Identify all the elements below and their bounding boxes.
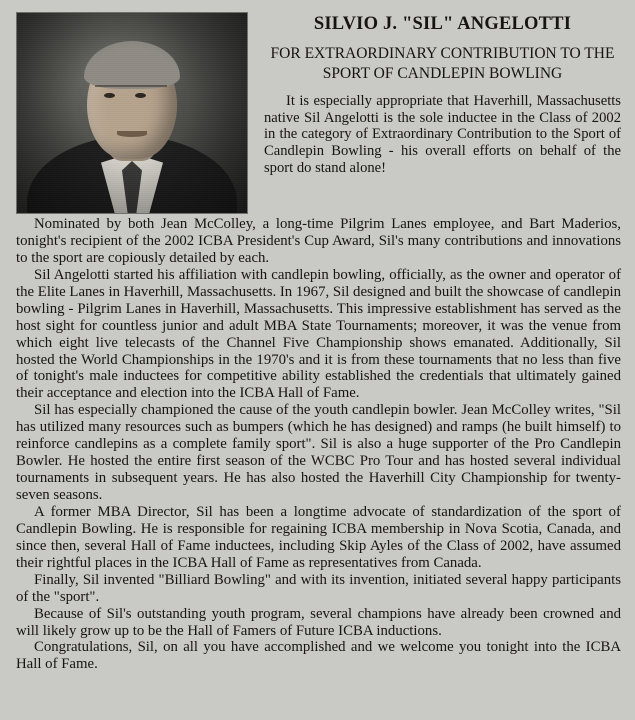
paragraph-7: Because of Sil's outstanding youth program, several champions have already been crowned and will likely grow up to be the Hall of Famers of Future ICBA inductions. (16, 605, 621, 639)
header-text (248, 10, 621, 176)
paragraph-1: It is especially appropriate that Haverhill, Massachusetts native Sil Angelotti is the sole inductee in the Class of 2002 in the category of Extraordinary Contribution to the Sport of Candlepin Bowling - his overall efforts on behalf of the sport do stand alone! (264, 93, 621, 176)
portrait-photo (16, 12, 248, 214)
body-text (16, 216, 621, 673)
page-subtitle: FOR EXTRAORDINARY CONTRIBUTION TO THE SPORT OF CANDLEPIN BOWLING (270, 45, 615, 82)
paragraph-8: Congratulations, Sil, on all you have accomplished and we welcome you tonight into the ICBA Hall of Fame. (16, 639, 621, 673)
page-title: SILVIO J. "SIL" ANGELOTTI (313, 14, 572, 34)
header-block (16, 10, 621, 214)
photo-grain (17, 13, 247, 213)
paragraph-3: Sil Angelotti started his affiliation with candlepin bowling, officially, as the owner and operator of the Elite Lanes in Haverhill, Massachusetts. In 1967, Sil designed and built the showcase of candlepin bowling - Pilgrim Lanes in Haverhill, Massachusetts. This impressive establishment has served as the host sight for countless junior and adult MBA State Tournaments; moreover, it was the venue from which eight live telecasts of the Channel Five Championship shows emanated. Additionally, Sil hosted the World Championships in the 1970's and it is from these tournaments that no less than five of tonight's male inductees for competitive ability established the credentials that ultimately gained their acceptance and election into the ICBA Hall of Fame. (16, 266, 621, 402)
paragraph-5: A former MBA Director, Sil has been a longtime advocate of standardization of the sport of Candlepin Bowling. He is responsible for regaining ICBA membership in Nova Scotia, Canada, and since then, several Hall of Fame inductees, including Skip Ayles of the Class of 2002, have assumed their rightful places in the ICBA Hall of Fame as representatives from Canada. (16, 503, 621, 571)
paragraph-2: Nominated by both Jean McColley, a long-time Pilgrim Lanes employee, and Bart Maderios, tonight's recipient of the 2002 ICBA President's Cup Award, Sil's many contributions and innovations to the sport are copiously detailed by each. (16, 216, 621, 266)
paragraph-6: Finally, Sil invented "Billiard Bowling" and with its invention, initiated several happy participants of the "sport". (16, 571, 621, 605)
paragraph-4: Sil has especially championed the cause of the youth candlepin bowler. Jean McColley writes, "Sil has utilized many resources such as bumpers (which he has designed) and ramps (he built himself) to reinforce candlepins as a complete family sport". Sil is also a huge supporter of the Pro Candlepin Bowler. He hosted the entire first season of the WCBC Pro Tour and has hosted several individual tournaments in subsequent years. He has also hosted the Haverhill City Championship for twenty-seven seasons. (16, 402, 621, 503)
